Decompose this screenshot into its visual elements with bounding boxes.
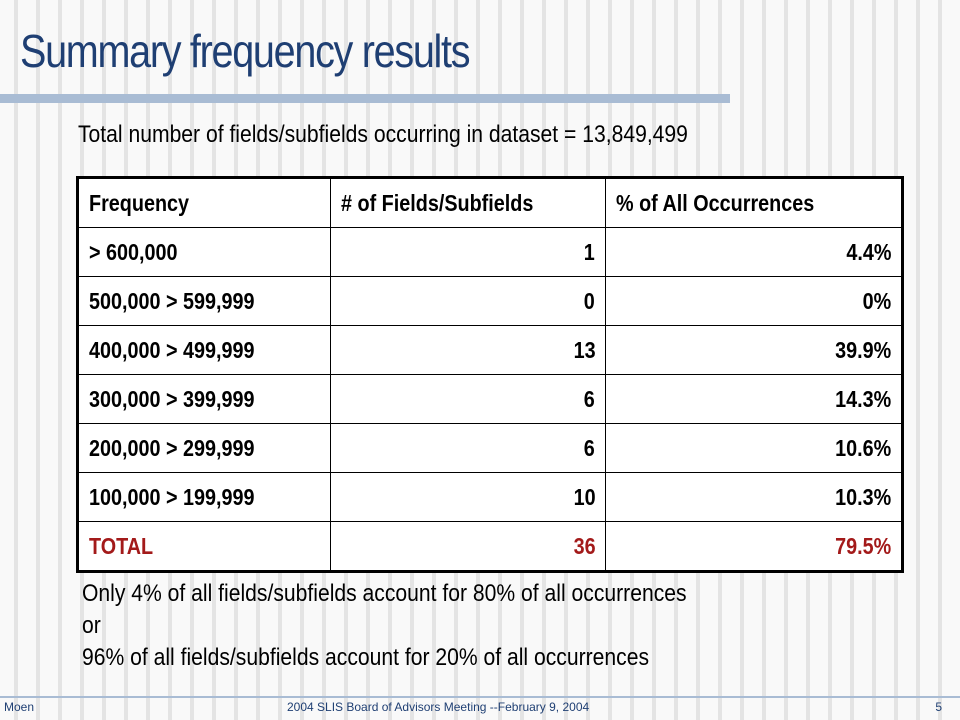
footer-event: 2004 SLIS Board of Advisors Meeting --February 9, 2004: [287, 700, 590, 714]
percent-cell: 14.3%: [606, 375, 903, 424]
table-row: [78, 424, 903, 473]
table-header-row: [78, 178, 903, 228]
slide-title: Summary frequency results: [20, 25, 470, 77]
note-line: 96% of all fields/subfields account for 20% of all occurrences: [82, 644, 650, 671]
frequency-table: [76, 176, 904, 573]
count-cell: 6: [330, 375, 605, 424]
total-count-cell: 36: [330, 522, 605, 572]
table-row: [78, 277, 903, 326]
summary-notes: [82, 578, 769, 674]
count-cell: 1: [330, 228, 605, 277]
frequency-cell: 500,000 > 599,999: [78, 277, 331, 326]
dataset-total-text: Total number of fields/subfields occurring in dataset = 13,849,499: [78, 121, 688, 148]
count-cell: 6: [330, 424, 605, 473]
table-total-row: [78, 522, 903, 572]
note-line: Only 4% of all fields/subfields account for 80% of all occurrences: [82, 580, 687, 607]
total-percent-cell: 79.5%: [606, 522, 903, 572]
count-cell: 13: [330, 326, 605, 375]
frequency-cell: 100,000 > 199,999: [78, 473, 331, 522]
frequency-cell: > 600,000: [78, 228, 331, 277]
header-percent: % of All Occurrences: [606, 178, 903, 228]
table-row: [78, 375, 903, 424]
count-cell: 0: [330, 277, 605, 326]
table-row: [78, 473, 903, 522]
note-line: or: [82, 612, 101, 639]
count-cell: 10: [330, 473, 605, 522]
header-field-count: # of Fields/Subfields: [330, 178, 605, 228]
percent-cell: 0%: [606, 277, 903, 326]
footer-divider: [0, 696, 960, 698]
title-underline: [0, 94, 730, 103]
percent-cell: 39.9%: [606, 326, 903, 375]
table-row: [78, 326, 903, 375]
percent-cell: 10.3%: [606, 473, 903, 522]
frequency-cell: 300,000 > 399,999: [78, 375, 331, 424]
slide-number: 5: [935, 700, 942, 714]
frequency-cell: 400,000 > 499,999: [78, 326, 331, 375]
header-frequency: Frequency: [78, 178, 331, 228]
table-row: [78, 228, 903, 277]
frequency-cell: 200,000 > 299,999: [78, 424, 331, 473]
percent-cell: 4.4%: [606, 228, 903, 277]
footer-author: Moen: [4, 700, 35, 714]
percent-cell: 10.6%: [606, 424, 903, 473]
total-label-cell: TOTAL: [78, 522, 331, 572]
